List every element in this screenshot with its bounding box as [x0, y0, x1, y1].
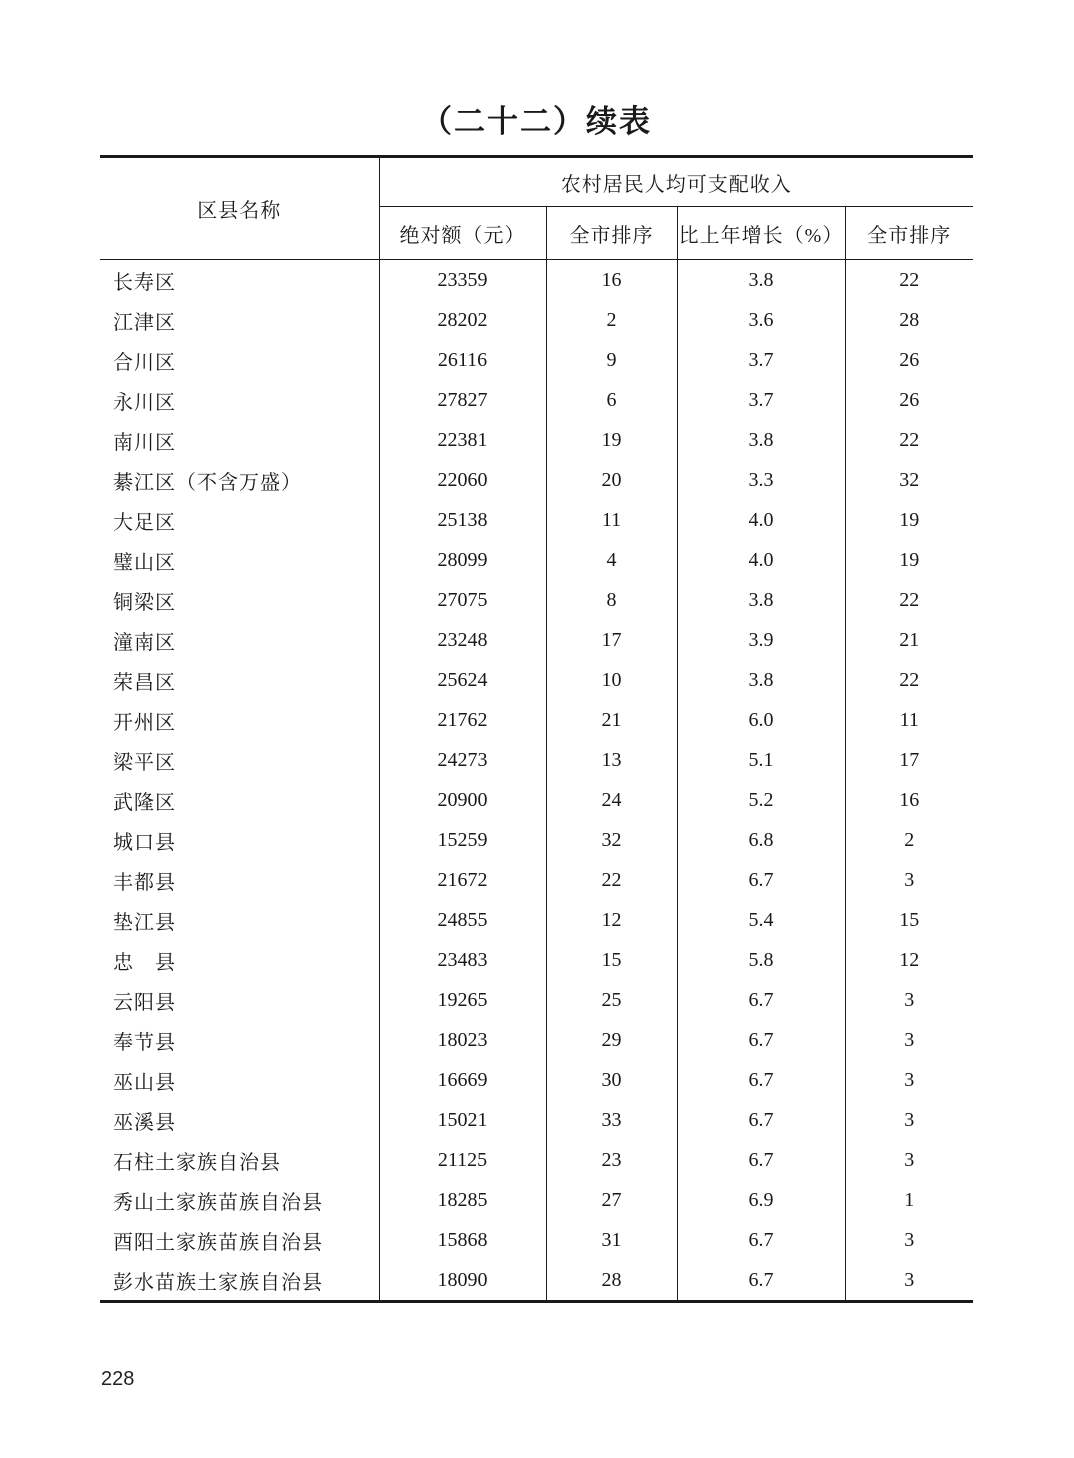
value-cell: 3.3: [677, 460, 845, 500]
value-cell: 24: [546, 780, 677, 820]
district-name: 江津区: [113, 311, 176, 334]
district-name: 梁平区: [113, 751, 176, 774]
district-name: 丰都县: [113, 871, 176, 894]
district-name: 璧山区: [113, 551, 176, 574]
district-name: 巫溪县: [113, 1111, 176, 1134]
value-cell: 3.8: [677, 260, 845, 301]
value-cell: 20: [546, 460, 677, 500]
value-cell: 18023: [379, 1020, 546, 1060]
value-cell: 6.0: [677, 700, 845, 740]
value-cell: 19265: [379, 980, 546, 1020]
value-cell: 28: [546, 1260, 677, 1302]
district-name: 荣昌区: [113, 671, 176, 694]
value-cell: 3: [845, 860, 973, 900]
value-cell: 4: [546, 540, 677, 580]
value-cell: 22381: [379, 420, 546, 460]
value-cell: 19: [845, 540, 973, 580]
column-header-district-name: 区县名称: [100, 157, 379, 260]
value-cell: 11: [546, 500, 677, 540]
value-cell: 3: [845, 1020, 973, 1060]
value-cell: 6.7: [677, 1140, 845, 1180]
value-cell: 22: [546, 860, 677, 900]
value-cell: 21672: [379, 860, 546, 900]
value-cell: 6.9: [677, 1180, 845, 1220]
income-table: [100, 155, 973, 1303]
value-cell: 15: [845, 900, 973, 940]
value-cell: 18285: [379, 1180, 546, 1220]
value-cell: 28099: [379, 540, 546, 580]
value-cell: 16: [845, 780, 973, 820]
value-cell: 3: [845, 1260, 973, 1302]
value-cell: 29: [546, 1020, 677, 1060]
value-cell: 4.0: [677, 540, 845, 580]
value-cell: 22: [845, 580, 973, 620]
value-cell: 8: [546, 580, 677, 620]
value-cell: 5.1: [677, 740, 845, 780]
value-cell: 3.7: [677, 340, 845, 380]
district-name: 酉阳土家族苗族自治县: [113, 1231, 323, 1254]
district-name: 巫山县: [113, 1071, 176, 1094]
value-cell: 12: [546, 900, 677, 940]
table-row: [100, 820, 973, 860]
value-cell: 18090: [379, 1260, 546, 1302]
table-row: [100, 940, 973, 980]
table-row: [100, 740, 973, 780]
value-cell: 2: [546, 300, 677, 340]
value-cell: 22: [845, 420, 973, 460]
district-name: 秀山土家族苗族自治县: [113, 1191, 323, 1214]
district-name: 石柱土家族自治县: [113, 1151, 281, 1174]
value-cell: 15: [546, 940, 677, 980]
district-name: 铜梁区: [113, 591, 176, 614]
table-row: [100, 1140, 973, 1180]
table-row: [100, 860, 973, 900]
value-cell: 32: [845, 460, 973, 500]
value-cell: 5.4: [677, 900, 845, 940]
value-cell: 25624: [379, 660, 546, 700]
value-cell: 3.7: [677, 380, 845, 420]
value-cell: 6.7: [677, 980, 845, 1020]
column-header-city-rank-2: 全市排序: [845, 207, 973, 260]
table-row: [100, 380, 973, 420]
value-cell: 3: [845, 1220, 973, 1260]
value-cell: 3.8: [677, 580, 845, 620]
value-cell: 22: [845, 260, 973, 301]
district-name: 垫江县: [113, 911, 176, 934]
table-row: [100, 1060, 973, 1100]
value-cell: 25138: [379, 500, 546, 540]
value-cell: 17: [546, 620, 677, 660]
value-cell: 24273: [379, 740, 546, 780]
district-name: 合川区: [113, 351, 176, 374]
district-name: 忠 县: [113, 951, 176, 974]
value-cell: 15259: [379, 820, 546, 860]
value-cell: 3.8: [677, 660, 845, 700]
column-header-city-rank-1: 全市排序: [546, 207, 677, 260]
value-cell: 31: [546, 1220, 677, 1260]
value-cell: 27827: [379, 380, 546, 420]
value-cell: 9: [546, 340, 677, 380]
district-name: 南川区: [113, 431, 176, 454]
value-cell: 6: [546, 380, 677, 420]
table-row: [100, 1020, 973, 1060]
table-row: [100, 1180, 973, 1220]
district-name: 开州区: [113, 711, 176, 734]
value-cell: 28: [845, 300, 973, 340]
value-cell: 22060: [379, 460, 546, 500]
value-cell: 19: [546, 420, 677, 460]
value-cell: 5.2: [677, 780, 845, 820]
district-name: 綦江区（不含万盛）: [113, 471, 302, 494]
column-group-header-rural-income: 农村居民人均可支配收入: [379, 157, 973, 207]
table-row: [100, 1100, 973, 1140]
district-name: 永川区: [113, 391, 176, 414]
value-cell: 6.7: [677, 860, 845, 900]
table-body: [100, 260, 973, 1302]
value-cell: 21125: [379, 1140, 546, 1180]
value-cell: 33: [546, 1100, 677, 1140]
value-cell: 12: [845, 940, 973, 980]
district-name: 大足区: [113, 511, 176, 534]
value-cell: 4.0: [677, 500, 845, 540]
value-cell: 3.6: [677, 300, 845, 340]
value-cell: 21: [546, 700, 677, 740]
district-name: 云阳县: [113, 991, 176, 1014]
value-cell: 6.7: [677, 1260, 845, 1302]
table-row: [100, 1220, 973, 1260]
value-cell: 27: [546, 1180, 677, 1220]
value-cell: 3: [845, 980, 973, 1020]
value-cell: 10: [546, 660, 677, 700]
table-row: [100, 620, 973, 660]
value-cell: 11: [845, 700, 973, 740]
table-row: [100, 1260, 973, 1302]
district-name: 长寿区: [113, 271, 176, 294]
value-cell: 26116: [379, 340, 546, 380]
value-cell: 26: [845, 340, 973, 380]
value-cell: 3: [845, 1060, 973, 1100]
value-cell: 19: [845, 500, 973, 540]
value-cell: 3.8: [677, 420, 845, 460]
table-row: [100, 780, 973, 820]
value-cell: 20900: [379, 780, 546, 820]
value-cell: 21: [845, 620, 973, 660]
value-cell: 15021: [379, 1100, 546, 1140]
table-row: [100, 900, 973, 940]
table-header: [100, 157, 973, 260]
value-cell: 6.7: [677, 1020, 845, 1060]
value-cell: 5.8: [677, 940, 845, 980]
table-row: [100, 580, 973, 620]
table-row: [100, 300, 973, 340]
value-cell: 23359: [379, 260, 546, 301]
value-cell: 28202: [379, 300, 546, 340]
value-cell: 16: [546, 260, 677, 301]
district-name: 潼南区: [113, 631, 176, 654]
table-row: [100, 660, 973, 700]
value-cell: 6.8: [677, 820, 845, 860]
group-header-row: [100, 157, 973, 207]
page-title: （二十二）续表: [421, 104, 652, 139]
value-cell: 1: [845, 1180, 973, 1220]
value-cell: 27075: [379, 580, 546, 620]
district-name: 城口县: [113, 831, 176, 854]
value-cell: 23: [546, 1140, 677, 1180]
value-cell: 32: [546, 820, 677, 860]
page-number: 228: [101, 1368, 135, 1390]
value-cell: 30: [546, 1060, 677, 1100]
table-row: [100, 500, 973, 540]
value-cell: 21762: [379, 700, 546, 740]
value-cell: 15868: [379, 1220, 546, 1260]
value-cell: 6.7: [677, 1060, 845, 1100]
value-cell: 6.7: [677, 1100, 845, 1140]
value-cell: 24855: [379, 900, 546, 940]
value-cell: 25: [546, 980, 677, 1020]
column-header-absolute-amount: 绝对额（元）: [379, 207, 546, 260]
value-cell: 22: [845, 660, 973, 700]
value-cell: 6.7: [677, 1220, 845, 1260]
table-row: [100, 540, 973, 580]
table-row: [100, 980, 973, 1020]
value-cell: 3: [845, 1140, 973, 1180]
table-row: [100, 700, 973, 740]
value-cell: 2: [845, 820, 973, 860]
value-cell: 23483: [379, 940, 546, 980]
value-cell: 13: [546, 740, 677, 780]
district-name: 奉节县: [113, 1031, 176, 1054]
district-name: 彭水苗族土家族自治县: [113, 1271, 323, 1294]
district-name: 武隆区: [113, 791, 176, 814]
value-cell: 26: [845, 380, 973, 420]
table-row: [100, 420, 973, 460]
value-cell: 3: [845, 1100, 973, 1140]
table-row: [100, 340, 973, 380]
value-cell: 16669: [379, 1060, 546, 1100]
table-row: [100, 260, 973, 301]
value-cell: 17: [845, 740, 973, 780]
value-cell: 23248: [379, 620, 546, 660]
column-header-growth-rate: 比上年增长（%）: [677, 207, 845, 260]
value-cell: 3.9: [677, 620, 845, 660]
table-row: [100, 460, 973, 500]
